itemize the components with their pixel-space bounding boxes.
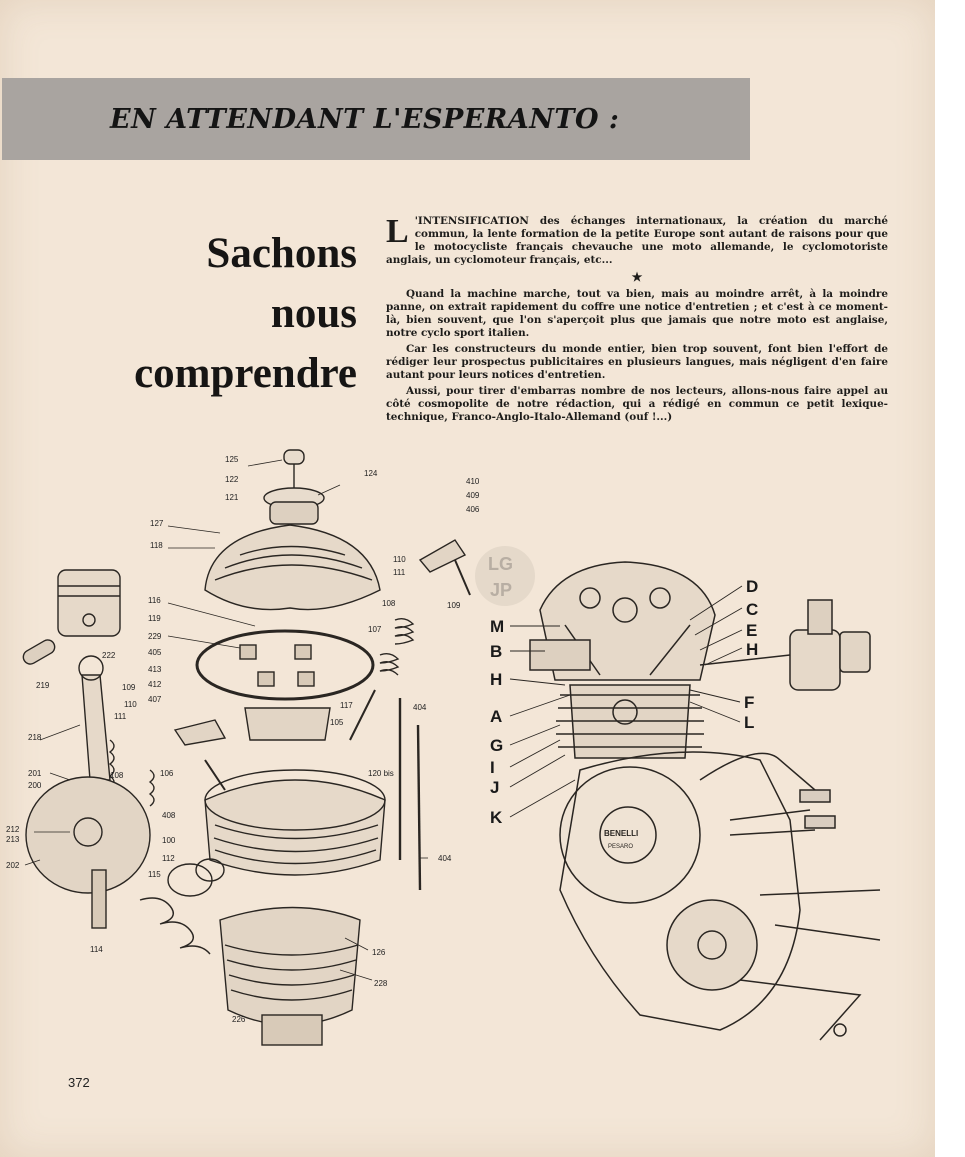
label-408: 408 bbox=[162, 811, 176, 820]
engine-section-drawing bbox=[510, 562, 880, 1040]
article-paragraph-2: Car les constructeurs du monde entier, bien trop souvent, font bien l'effort de rédiger leur prospectus publicitaires en plusieurs langues, mais négligent d'en faire autant pour leurs notices d'entretien. bbox=[386, 343, 888, 381]
section-label-h-left: H bbox=[490, 670, 503, 689]
label-119: 119 bbox=[148, 614, 161, 623]
label-412: 412 bbox=[148, 680, 162, 689]
section-label-g: G bbox=[490, 736, 504, 755]
label-404-top: 404 bbox=[413, 703, 427, 712]
banner-title: EN ATTENDANT L'ESPERANTO : bbox=[110, 104, 620, 135]
label-115: 115 bbox=[148, 870, 161, 879]
headline bbox=[134, 224, 357, 404]
case-inscription-brand: BENELLI bbox=[604, 829, 639, 838]
label-110-left: 110 bbox=[124, 700, 137, 709]
label-213: 213 bbox=[6, 835, 20, 844]
label-100: 100 bbox=[162, 836, 176, 845]
label-228: 228 bbox=[374, 979, 388, 988]
label-407: 407 bbox=[148, 695, 162, 704]
label-222: 222 bbox=[102, 651, 116, 660]
lg-jp-watermark bbox=[475, 546, 535, 606]
section-label-k: K bbox=[490, 808, 503, 827]
label-202: 202 bbox=[6, 861, 20, 870]
label-108-left: 108 bbox=[110, 771, 124, 780]
label-110: 110 bbox=[393, 555, 406, 564]
star-separator: ★ bbox=[631, 270, 643, 284]
label-122: 122 bbox=[225, 475, 239, 484]
section-label-f: F bbox=[744, 693, 755, 712]
label-127: 127 bbox=[150, 519, 164, 528]
section-label-l: L bbox=[744, 713, 755, 732]
article-lead-text: 'INTENSIFICATION des échanges internationaux, la création du marché commun, la lente formation de la petite Europe sont autant de raisons pour que le motocycliste français chevauche une moto allemande, le cyclomotoriste anglais, un cyclomoteur français, etc... bbox=[386, 215, 888, 266]
label-126: 126 bbox=[372, 948, 386, 957]
label-124: 124 bbox=[364, 469, 378, 478]
section-label-b: B bbox=[490, 642, 503, 661]
article-body bbox=[386, 215, 888, 427]
label-114: 114 bbox=[90, 945, 103, 954]
section-label-i: I bbox=[490, 758, 495, 777]
watermark-line-2: JP bbox=[490, 580, 513, 600]
section-label-m: M bbox=[490, 617, 505, 636]
case-inscription-city: PESARO bbox=[608, 844, 634, 850]
article-paragraph-1: Quand la machine marche, tout va bien, mais au moindre arrêt, à la moindre panne, on extrait rapidement du coffre une notice d'entretien ; et c'est à ce moment-là, bien souvent, que l'on s'aperçoit plus que jamais que notre moto est anglaise, notre cyclo sport italien. bbox=[386, 288, 888, 339]
label-105: 105 bbox=[330, 718, 344, 727]
label-117: 117 bbox=[340, 701, 353, 710]
label-120-bis: 120 bis bbox=[368, 769, 394, 778]
label-201: 201 bbox=[28, 769, 42, 778]
label-111: 111 bbox=[393, 568, 406, 577]
label-200: 200 bbox=[28, 781, 42, 790]
label-106: 106 bbox=[160, 769, 174, 778]
section-label-h-right: H bbox=[746, 640, 759, 659]
label-118: 118 bbox=[150, 541, 163, 550]
label-409: 409 bbox=[466, 491, 480, 500]
label-212: 212 bbox=[6, 825, 20, 834]
headline-line-1: Sachons bbox=[206, 230, 357, 277]
section-label-e: E bbox=[746, 621, 758, 640]
label-229: 229 bbox=[148, 632, 162, 641]
label-109-left: 109 bbox=[122, 683, 136, 692]
label-111-left: 111 bbox=[114, 712, 127, 721]
article-paragraph-3: Aussi, pour tirer d'embarras nombre de nos lecteurs, allons-nous faire appel au côté cosmopolite de notre rédaction, qui a rédigé en commun ce petit lexique-technique, Franco-Anglo-Italo-Allemand (ouf !...) bbox=[386, 385, 888, 423]
label-112: 112 bbox=[162, 854, 175, 863]
section-label-d: D bbox=[746, 577, 759, 596]
engine-illustration bbox=[0, 440, 935, 1060]
section-label-c: C bbox=[746, 600, 759, 619]
watermark-line-1: LG bbox=[488, 554, 513, 574]
headline-line-2: nous bbox=[270, 290, 357, 337]
page-number: 372 bbox=[68, 1075, 90, 1090]
article-lead bbox=[386, 215, 888, 267]
drop-cap: L bbox=[386, 213, 409, 250]
label-107: 107 bbox=[368, 625, 382, 634]
label-405: 405 bbox=[148, 648, 162, 657]
label-413: 413 bbox=[148, 665, 162, 674]
section-label-a: A bbox=[490, 707, 503, 726]
headline-line-3: comprendre bbox=[134, 350, 357, 397]
label-410: 410 bbox=[466, 477, 480, 486]
label-226: 226 bbox=[232, 1015, 246, 1024]
exploded-view-drawing bbox=[21, 450, 470, 1045]
label-218: 218 bbox=[28, 733, 42, 742]
section-label-j: J bbox=[490, 778, 500, 797]
label-121: 121 bbox=[225, 493, 239, 502]
label-219: 219 bbox=[36, 681, 50, 690]
label-108: 108 bbox=[382, 599, 396, 608]
label-406: 406 bbox=[466, 505, 480, 514]
label-116: 116 bbox=[148, 596, 161, 605]
label-125: 125 bbox=[225, 455, 239, 464]
label-109: 109 bbox=[447, 601, 461, 610]
label-404-bottom: 404 bbox=[438, 854, 452, 863]
